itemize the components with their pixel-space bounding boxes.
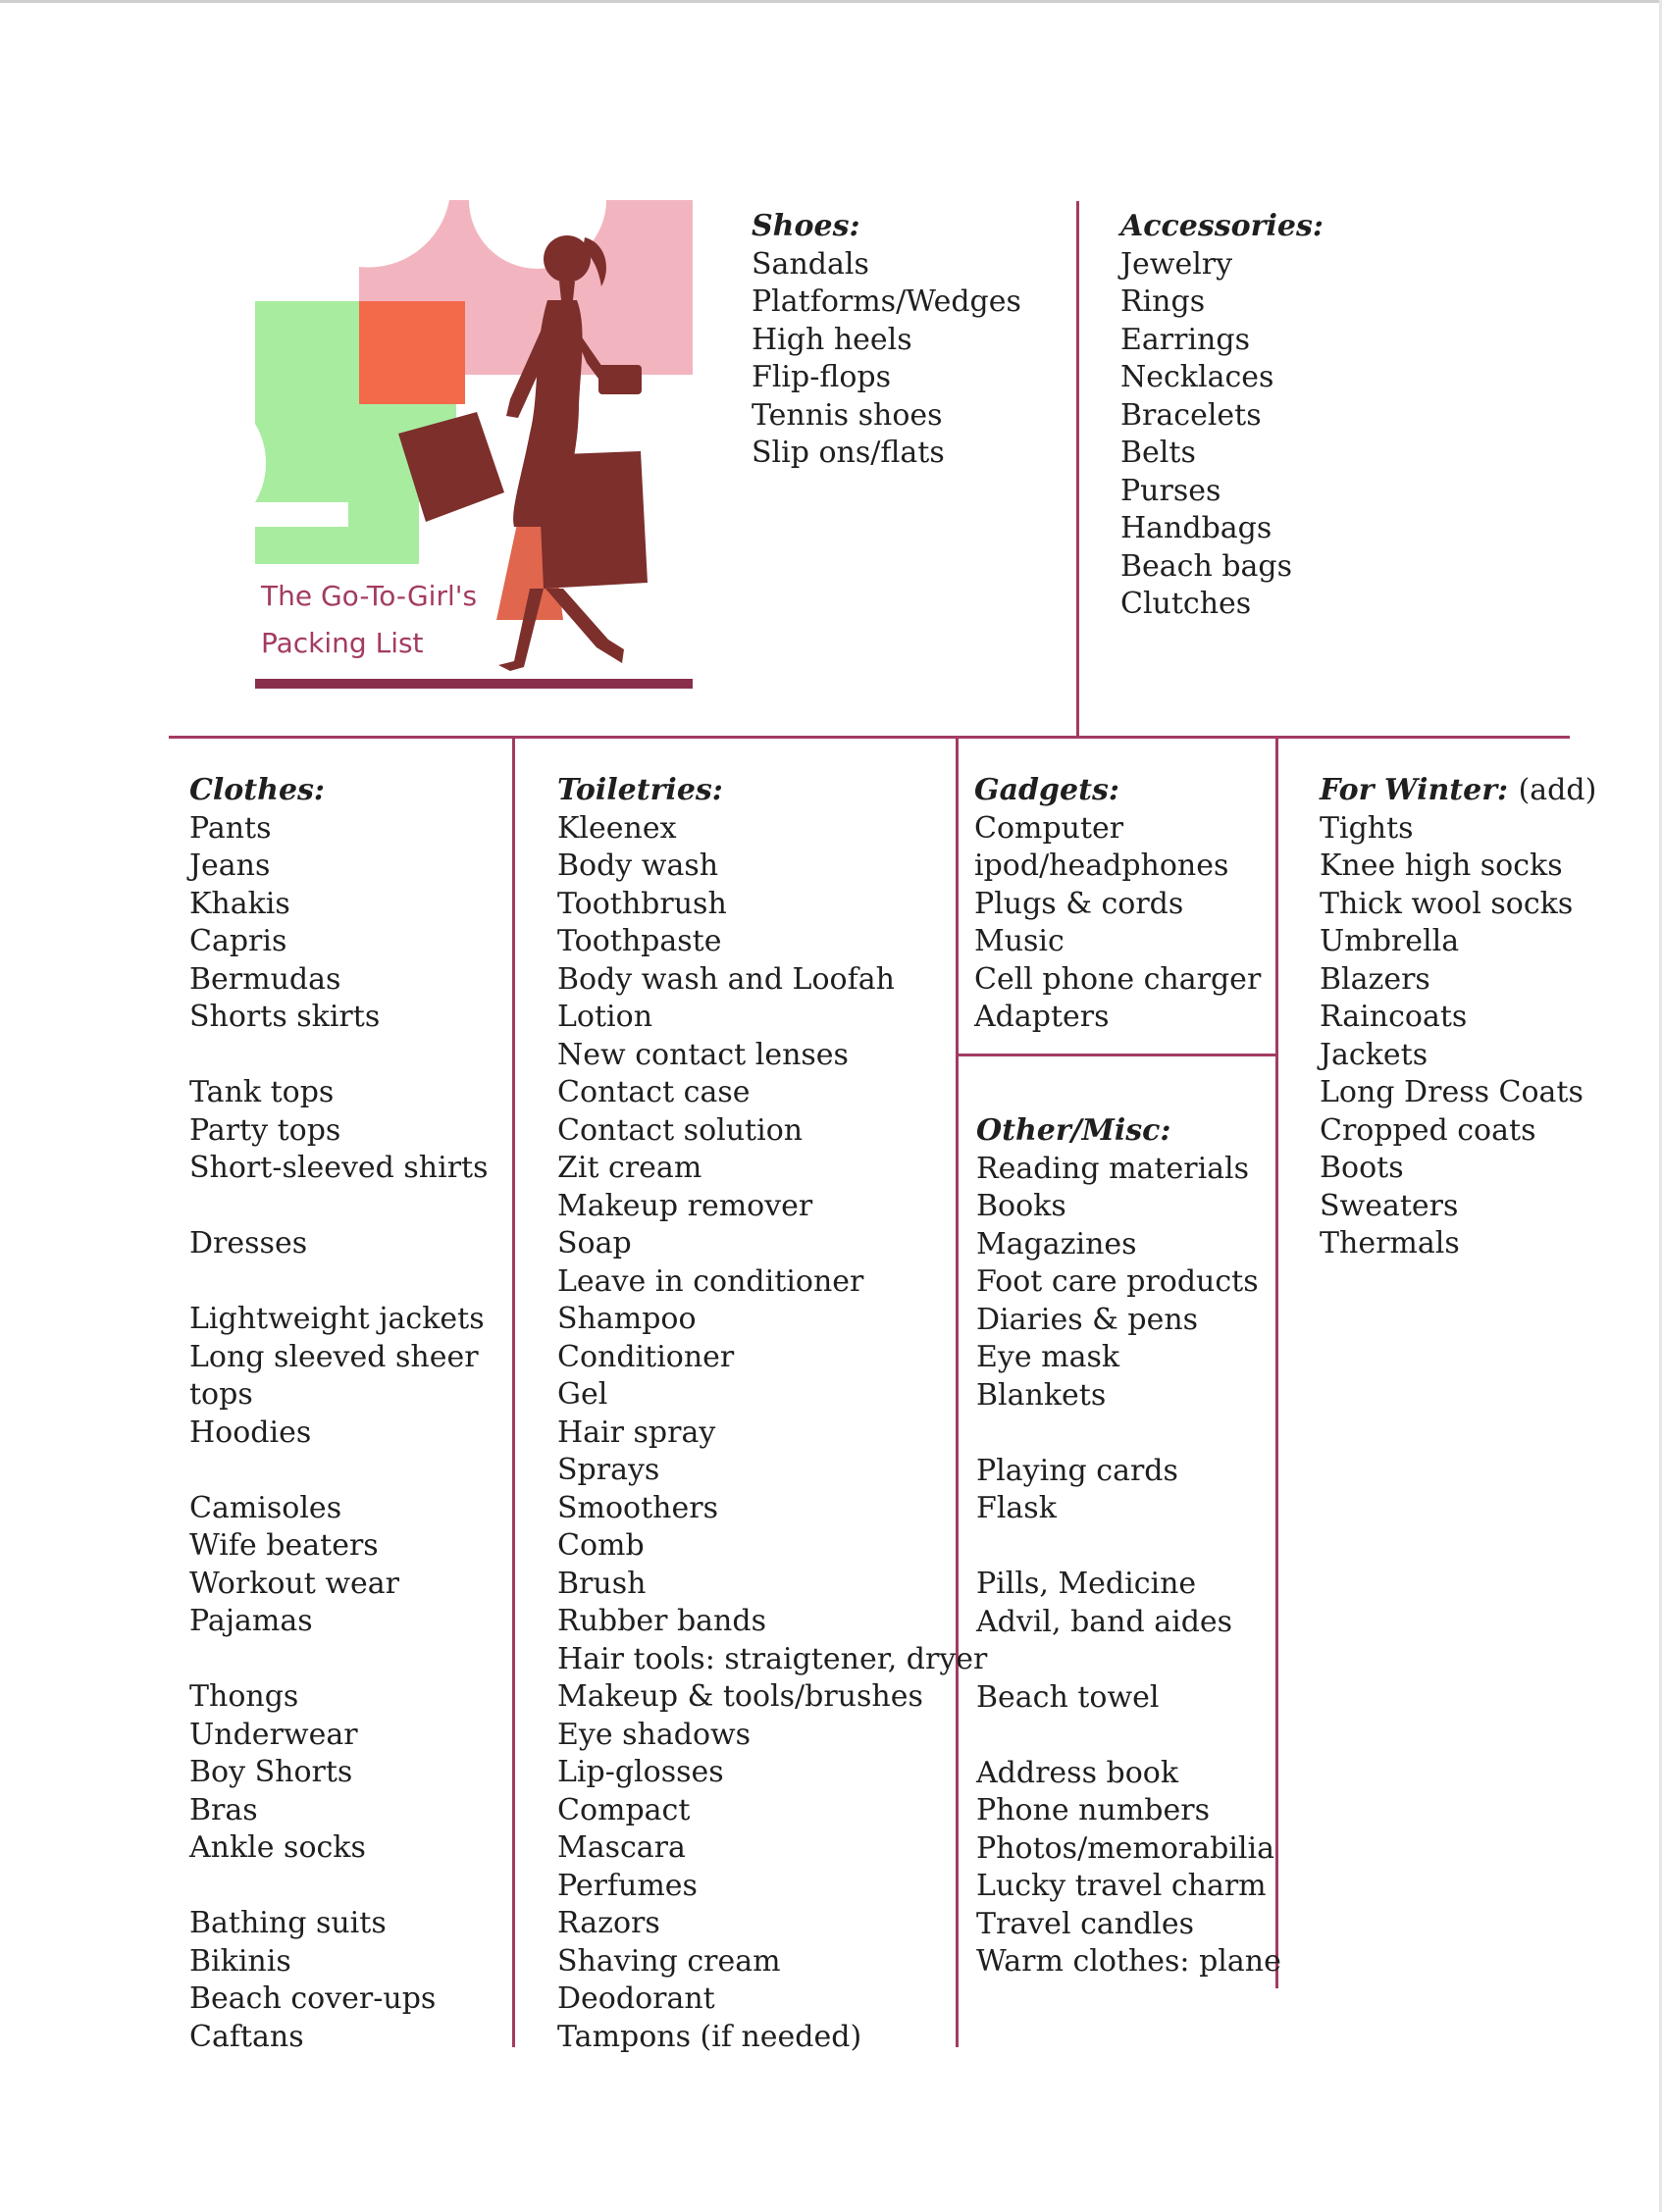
list-item: Magazines <box>976 1226 1137 1261</box>
list-item: Wife beaters <box>189 1528 379 1563</box>
list-item: Khakis <box>189 886 290 921</box>
clothes-heading: Clothes: <box>189 773 326 807</box>
list-item: Photos/memorabilia <box>976 1830 1274 1866</box>
list-item: tops <box>189 1377 253 1412</box>
divider-gadgets-other <box>958 1054 1277 1056</box>
list-item: Lip-glosses <box>557 1755 724 1789</box>
list-item: Sandals <box>752 246 869 282</box>
list-item: Body wash and Loofah <box>557 961 895 997</box>
list-item: Long sleeved sheer <box>189 1339 479 1374</box>
other-misc-heading: Other/Misc: <box>976 1113 1171 1148</box>
packing-list-logo <box>253 198 695 689</box>
list-item: Smoothers <box>557 1490 718 1525</box>
list-item: Dresses <box>189 1226 308 1260</box>
list-item: Mascara <box>557 1830 686 1865</box>
accessories-section <box>1120 208 1324 624</box>
list-item: Makeup remover <box>557 1188 813 1223</box>
list-item: Beach bags <box>1120 548 1293 584</box>
list-item: Lucky travel charm <box>976 1869 1267 1903</box>
list-item: Plugs & cords <box>974 886 1184 921</box>
list-item: Shampoo <box>557 1302 697 1336</box>
list-item: Flask <box>976 1491 1057 1525</box>
list-item: Foot care products <box>976 1264 1259 1299</box>
list-item: Rubber bands <box>557 1604 766 1638</box>
list-item: Handbags <box>1120 511 1272 545</box>
list-item: Advil, band aides <box>976 1604 1233 1639</box>
list-item: Kleenex <box>557 810 677 846</box>
list-item: Long Dress Coats <box>1320 1075 1584 1109</box>
list-item: Blankets <box>976 1377 1107 1413</box>
list-item: Jewelry <box>1120 246 1233 282</box>
list-item: Hair spray <box>557 1415 716 1450</box>
list-item: Deodorant <box>557 1981 715 2016</box>
list-item: Playing cards <box>976 1453 1178 1488</box>
logo-line-1: The Go-To-Girl's <box>261 580 478 612</box>
winter-heading-note: (add) <box>1518 773 1597 807</box>
list-item: Books <box>976 1189 1066 1223</box>
winter-heading <box>1320 772 1596 810</box>
list-item: Ankle socks <box>189 1830 366 1865</box>
list-item: ipod/headphones <box>974 849 1229 883</box>
list-item: Caftans <box>189 2019 304 2054</box>
list-item: Beach cover-ups <box>189 1981 437 2016</box>
list-item: Cell phone charger <box>974 961 1262 997</box>
list-item: Shorts skirts <box>189 1000 381 1034</box>
list-item: Bathing suits <box>189 1906 387 1940</box>
scan-top-edge <box>0 0 1662 3</box>
list-item: Knee high socks <box>1320 849 1563 883</box>
list-item: Travel candles <box>976 1906 1195 1941</box>
list-item: Jeans <box>189 849 271 883</box>
list-item: Pajamas <box>189 1604 313 1638</box>
gadgets-heading: Gadgets: <box>974 773 1119 807</box>
list-item: Zit cream <box>557 1151 702 1185</box>
list-item: Capris <box>189 924 287 958</box>
list-item: Boy Shorts <box>189 1755 353 1789</box>
list-item: Underwear <box>189 1717 358 1752</box>
list-item: Platforms/Wedges <box>752 284 1021 319</box>
list-item: Contact solution <box>557 1112 804 1148</box>
list-item: Lotion <box>557 1000 653 1034</box>
list-item: Thick wool socks <box>1320 886 1574 921</box>
list-item: Hoodies <box>189 1415 312 1450</box>
list-item: Camisoles <box>189 1490 342 1525</box>
list-item: Bracelets <box>1120 397 1262 433</box>
shoes-section <box>752 208 1021 473</box>
list-item: Tennis shoes <box>752 397 943 433</box>
list-item: Belts <box>1120 436 1196 470</box>
toiletries-section <box>557 772 987 2056</box>
list-item: Necklaces <box>1120 360 1274 394</box>
list-item: Bikinis <box>189 1943 291 1979</box>
list-item: Razors <box>557 1906 660 1940</box>
list-item: Contact case <box>557 1075 751 1109</box>
list-item: Bermudas <box>189 961 341 997</box>
divider-top-vertical <box>1076 201 1079 738</box>
list-item: Soap <box>557 1226 632 1260</box>
list-item: Toothbrush <box>557 886 727 921</box>
list-item: Leave in conditioner <box>557 1263 864 1299</box>
list-item: Thongs <box>189 1679 299 1714</box>
list-item: Boots <box>1320 1151 1404 1185</box>
winter-heading-label: For Winter: <box>1320 773 1509 807</box>
list-item: Hair tools: straigtener, dryer <box>557 1641 988 1676</box>
winter-section <box>1320 772 1596 1263</box>
clothes-section <box>189 772 489 2056</box>
list-item: Raincoats <box>1320 1000 1468 1034</box>
list-item: Gel <box>557 1377 608 1412</box>
list-item: Sprays <box>557 1453 660 1487</box>
list-item: Phone numbers <box>976 1793 1210 1827</box>
list-item: Flip-flops <box>752 360 892 394</box>
list-item: Sweaters <box>1320 1188 1459 1223</box>
list-item: Body wash <box>557 849 719 883</box>
divider-horizontal <box>169 736 1570 739</box>
list-item: Eye shadows <box>557 1717 752 1752</box>
list-item: Umbrella <box>1320 924 1460 958</box>
list-item: Cropped coats <box>1320 1112 1536 1148</box>
list-item: Earrings <box>1120 322 1250 357</box>
list-item: Music <box>974 924 1065 958</box>
list-item: Shaving cream <box>557 1943 781 1979</box>
list-item: Computer <box>974 810 1124 846</box>
list-item: High heels <box>752 322 912 357</box>
list-item: Workout wear <box>189 1566 400 1601</box>
list-item: Short-sleeved shirts <box>189 1151 489 1185</box>
list-item: Address book <box>976 1755 1179 1790</box>
shoes-heading: Shoes: <box>752 209 860 243</box>
list-item: Party tops <box>189 1112 341 1148</box>
logo-line-2: Packing List <box>261 627 424 659</box>
list-item: Purses <box>1120 473 1221 508</box>
list-item: Tampons (if needed) <box>557 2019 862 2054</box>
list-item: Blazers <box>1320 961 1430 997</box>
list-item: Jackets <box>1320 1037 1428 1072</box>
logo-title <box>261 573 477 667</box>
list-item: Clutches <box>1120 587 1252 621</box>
list-item: Perfumes <box>557 1868 698 1903</box>
list-item: Slip ons/flats <box>752 436 945 470</box>
list-item: Thermals <box>1320 1226 1460 1260</box>
list-item: Pants <box>189 810 272 846</box>
list-item: Adapters <box>974 1000 1110 1034</box>
list-item: Lightweight jackets <box>189 1302 485 1336</box>
list-item: New contact lenses <box>557 1037 849 1072</box>
accessories-heading: Accessories: <box>1120 209 1324 243</box>
list-item: Comb <box>557 1528 645 1563</box>
list-item: Rings <box>1120 284 1206 319</box>
list-item: Warm clothes: plane <box>976 1944 1281 1979</box>
gadgets-section <box>974 772 1261 1037</box>
list-item: Reading materials <box>976 1151 1250 1186</box>
other-misc-section <box>976 1112 1281 1981</box>
list-item: Tights <box>1320 810 1414 846</box>
list-item: Compact <box>557 1792 691 1827</box>
list-item: Brush <box>557 1566 647 1601</box>
list-item: Eye mask <box>976 1340 1120 1374</box>
list-item: Diaries & pens <box>976 1302 1199 1337</box>
list-item: Makeup & tools/brushes <box>557 1679 923 1714</box>
list-item: Toothpaste <box>557 924 722 958</box>
list-item: Beach towel <box>976 1679 1160 1715</box>
list-item: Bras <box>189 1792 258 1827</box>
list-item: Conditioner <box>557 1339 735 1374</box>
toiletries-heading: Toiletries: <box>557 773 723 807</box>
list-item: Pills, Medicine <box>976 1567 1197 1601</box>
list-item: Tank tops <box>189 1075 335 1109</box>
divider-clothes-toiletries <box>512 738 515 2047</box>
